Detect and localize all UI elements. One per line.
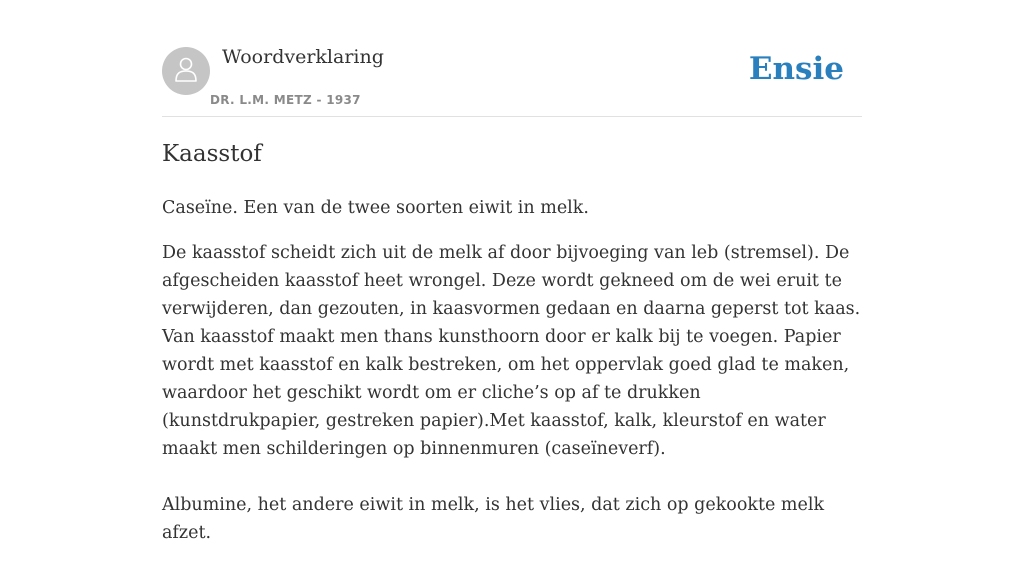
paragraph-albumine: Albumine, het andere eiwit in melk, is het vlies, dat zich op gekookte melk afzet. [162,495,825,543]
article-body [162,138,862,564]
brand-logo[interactable]: Ensie [748,51,844,87]
byline [210,93,361,107]
document-header [162,46,862,117]
document-type: Woordverklaring [222,46,384,68]
article-title: Kaasstof [162,141,262,167]
paragraph-definition: Caseïne. Een van de twee soorten eiwit in melk. [162,198,589,218]
publication-year: 1937 [326,93,361,107]
author-name[interactable]: DR. L.M. METZ [210,93,312,107]
paragraph-description: De kaasstof scheidt zich uit de melk af door bijvoeging van leb (stremsel). De afgescheiden kaasstof heet wrongel. Deze wordt gekneed om de wei eruit te verwijderen, dan gezouten, in kaasvormen gedaan en daarna geperst tot kaas. Van kaasstof maakt men thans kunsthoorn door er kalk bij te voegen. Papier wordt met kaasstof en kalk bestreken, om het oppervlak goed glad te maken, waardoor het geschikt wordt om er cliche’s op af te drukken (kunstdrukpapier, gestreken papier).Met kaasstof, kalk, kleurstof en water maakt men schilderingen op binnenmuren (caseïneverf). [162,243,861,459]
author-avatar[interactable] [162,47,210,95]
user-icon [171,54,201,89]
byline-separator: - [311,93,327,107]
